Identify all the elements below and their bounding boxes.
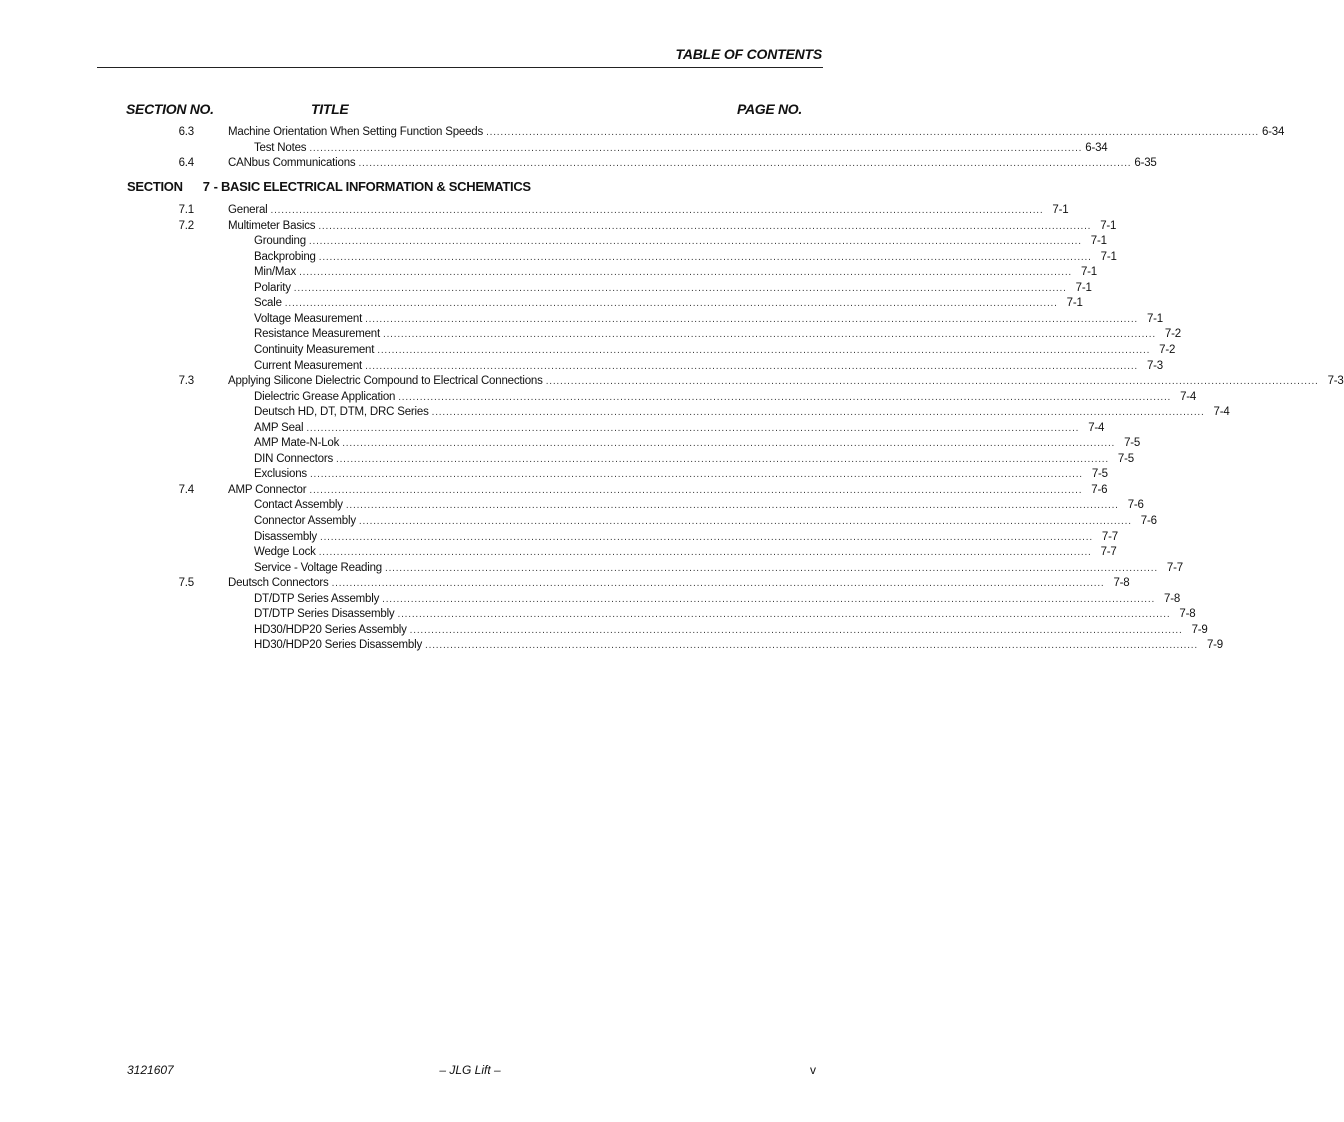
- toc-entry: [0, 326, 1181, 342]
- toc-entry-title: Machine Orientation When Setting Function Speeds: [228, 126, 484, 138]
- toc-entry-title: CANbus Communications: [228, 157, 356, 170]
- toc-entry-title: Current Measurement: [254, 359, 363, 372]
- toc-entry-line: [228, 155, 1157, 172]
- toc-entry-title: Applying Silicone Dielectric Compound to Electrical Connections: [228, 375, 543, 388]
- toc-leader-dots: ........................................................................................................................................................................................................................: [358, 516, 1132, 527]
- toc-leader-dots: ........................................................................................................................................................................................................................: [382, 593, 1156, 605]
- toc-entry-page: 7-4: [1180, 390, 1197, 403]
- toc-entry-line: [254, 404, 1230, 421]
- toc-entry: [0, 124, 1285, 140]
- toc-entry-title: HD30/HDP20 Series Disassembly: [254, 639, 423, 652]
- toc-entry: [0, 264, 1097, 280]
- toc-entry-title: Backprobing: [254, 250, 316, 263]
- toc-leader-dots: ........................................................................................................................................................................................................................: [486, 127, 1259, 138]
- toc-entry-line: [228, 124, 1285, 141]
- toc-entry: [0, 435, 1141, 451]
- toc-entry-number: 7.3: [178, 375, 194, 388]
- header-rule: [97, 67, 823, 68]
- toc-entry-page: 7-7: [1100, 546, 1117, 559]
- toc-entry-line: [254, 420, 1105, 437]
- toc-entry-line: [254, 466, 1108, 483]
- toc-entry-page: 7-7: [1101, 530, 1118, 543]
- toc-entry: [0, 606, 1196, 622]
- toc-entry: [0, 373, 1344, 389]
- section-heading: [127, 179, 531, 197]
- toc-leader-dots: ........................................................................................................................................................................................................................: [309, 484, 1083, 496]
- toc-entry-line: [254, 451, 1134, 468]
- toc-leader-dots: ........................................................................................................................................................................................................................: [309, 469, 1083, 481]
- toc-entry-title: DT/DTP Series Disassembly: [254, 608, 395, 621]
- toc-entry-page: 7-4: [1213, 406, 1230, 419]
- toc-entry-title: Contact Assembly: [254, 499, 343, 512]
- toc-entry-title: Test Notes: [254, 141, 307, 154]
- toc-entry-number: 7.4: [178, 483, 194, 496]
- toc-leader-dots: ........................................................................................................................................................................................................................: [342, 438, 1116, 450]
- toc-entry-page: 7-1: [1075, 281, 1092, 294]
- toc-entry-title: Multimeter Basics: [228, 219, 316, 232]
- toc-leader-dots: ........................................................................................................................................................................................................................: [365, 313, 1138, 325]
- toc-leader-dots: ........................................................................................................................................................................................................................: [377, 344, 1151, 356]
- toc-entry: [0, 280, 1092, 296]
- toc-entry-line: [254, 435, 1141, 452]
- page-header-title: TABLE OF CONTENTS: [675, 46, 822, 62]
- toc-entry-page: 7-6: [1127, 499, 1144, 512]
- toc-entry-page: 7-1: [1080, 266, 1097, 279]
- toc-entry: [0, 637, 1223, 653]
- toc-entry-line: [228, 218, 1117, 235]
- toc-entry-page: 7-3: [1146, 359, 1163, 372]
- toc-entry-title: DT/DTP Series Assembly: [254, 592, 380, 605]
- toc-entry-page: 6-34: [1261, 126, 1285, 138]
- toc-entry-line: [254, 637, 1223, 654]
- toc-entry-title: AMP Seal: [254, 421, 304, 434]
- toc-entry: [0, 513, 1157, 529]
- toc-entry-page: 6-35: [1134, 157, 1157, 170]
- toc-entry-line: [254, 622, 1208, 639]
- toc-entry-line: [228, 202, 1069, 219]
- toc-leader-dots: ........................................................................................................................................................................................................................: [309, 142, 1083, 154]
- toc-entry-number: 6.4: [178, 157, 194, 170]
- toc-entry: [0, 202, 1069, 218]
- section-heading-label: SECTION: [127, 179, 183, 194]
- toc-leader-dots: ........................................................................................................................................................................................................................: [318, 547, 1092, 559]
- toc-entry: [0, 466, 1108, 482]
- toc-entry-title: Deutsch HD, DT, DTM, DRC Series: [254, 406, 429, 419]
- toc-entry-page: 7-6: [1140, 515, 1157, 527]
- toc-leader-dots: ........................................................................................................................................................................................................................: [431, 407, 1205, 419]
- toc-entry-line: [254, 606, 1196, 623]
- toc-entry-title: Resistance Measurement: [254, 328, 380, 341]
- toc-entry-page: 7-5: [1117, 452, 1134, 465]
- toc-leader-dots: ........................................................................................................................................................................................................................: [318, 220, 1092, 232]
- toc-entry-page: 7-8: [1179, 608, 1196, 621]
- toc-entry: [0, 529, 1118, 545]
- toc-entry-number: 6.3: [178, 126, 194, 138]
- toc-entry-page: 7-2: [1159, 343, 1176, 356]
- toc-entry-title: Voltage Measurement: [254, 312, 363, 325]
- toc-entry-page: 7-2: [1164, 328, 1181, 341]
- toc-entry: [0, 420, 1105, 436]
- toc-entry-line: [228, 482, 1108, 499]
- toc-entry: [0, 451, 1134, 467]
- toc-entry: [0, 591, 1181, 607]
- toc-entry: [0, 342, 1176, 358]
- toc-entry-line: [254, 358, 1163, 375]
- toc-entry-line: [254, 249, 1117, 266]
- toc-entry-line: [254, 280, 1092, 297]
- document-number: 3121607: [127, 1063, 174, 1077]
- toc-entry-page: 6-34: [1085, 141, 1108, 154]
- toc-entry-page: 7-4: [1088, 421, 1105, 434]
- toc-entry-title: AMP Mate-N-Lok: [254, 437, 340, 450]
- toc-leader-dots: ........................................................................................................................................................................................................................: [308, 236, 1082, 248]
- toc-entry: [0, 358, 1163, 374]
- toc-entry-line: [254, 264, 1097, 281]
- toc-leader-dots: ........................................................................................................................................................................................................................: [284, 298, 1058, 310]
- toc-entry-title: Disassembly: [254, 530, 317, 543]
- toc-entry-page: 7-9: [1206, 639, 1223, 652]
- toc-entry-title: Min/Max: [254, 266, 297, 279]
- toc-leader-dots: ........................................................................................................................................................................................................................: [397, 609, 1171, 621]
- toc-entry-number: 7.1: [178, 204, 194, 216]
- toc-entry-line: [228, 575, 1130, 592]
- page-no-header: PAGE NO.: [736, 101, 802, 117]
- toc-entry: [0, 249, 1117, 265]
- toc-entry-line: [254, 544, 1117, 561]
- toc-entry-line: [254, 233, 1107, 250]
- toc-entry: [0, 497, 1144, 513]
- toc-entry-title: Polarity: [254, 281, 291, 294]
- toc-entry-line: [254, 295, 1083, 312]
- toc-entry-title: DIN Connectors: [254, 452, 334, 465]
- toc-leader-dots: ........................................................................................................................................................................................................................: [318, 251, 1092, 263]
- toc-leader-dots: ........................................................................................................................................................................................................................: [358, 158, 1132, 170]
- toc-entry: [0, 140, 1108, 156]
- toc-leader-dots: ........................................................................................................................................................................................................................: [293, 282, 1067, 294]
- toc-entry-page: 7-8: [1113, 577, 1130, 590]
- toc-entry-title: Grounding: [254, 235, 306, 248]
- section-no-header: SECTION NO.: [126, 101, 214, 117]
- toc-entry: [0, 482, 1108, 498]
- toc-entry-line: [254, 591, 1181, 608]
- toc-entry-page: 7-1: [1052, 204, 1069, 216]
- toc-entry: [0, 233, 1107, 249]
- toc-entry: [0, 575, 1130, 591]
- toc-entry-page: 7-7: [1166, 561, 1183, 574]
- page-footer: [0, 1063, 866, 1079]
- section-heading-title: - BASIC ELECTRICAL INFORMATION & SCHEMATICS: [213, 179, 531, 194]
- toc-leader-dots: ........................................................................................................................................................................................................................: [398, 391, 1172, 403]
- toc-leader-dots: ........................................................................................................................................................................................................................: [425, 640, 1198, 652]
- toc-entry-page: 7-8: [1164, 592, 1181, 605]
- toc-entry-title: Continuity Measurement: [254, 343, 375, 356]
- toc-entry-title: Wedge Lock: [254, 546, 316, 559]
- toc-entry-page: 7-5: [1091, 468, 1108, 481]
- toc-leader-dots: ........................................................................................................................................................................................................................: [306, 422, 1080, 434]
- toc-entry-title: HD30/HDP20 Series Assembly: [254, 623, 407, 636]
- toc-entry-number: 7.5: [178, 577, 194, 590]
- toc-entry-title: Deutsch Connectors: [228, 577, 329, 590]
- toc-leader-dots: ........................................................................................................................................................................................................................: [299, 267, 1072, 279]
- toc-entry-line: [254, 513, 1157, 530]
- toc-entry: [0, 544, 1117, 560]
- toc-leader-dots: ........................................................................................................................................................................................................................: [331, 578, 1105, 590]
- toc-entry-page: 7-9: [1191, 623, 1208, 636]
- toc-entry: [0, 622, 1208, 638]
- toc-leader-dots: ........................................................................................................................................................................................................................: [409, 624, 1183, 636]
- toc-entry-line: [254, 140, 1108, 157]
- toc-entry-line: [254, 560, 1183, 577]
- title-header: TITLE: [311, 101, 349, 117]
- toc-leader-dots: ........................................................................................................................................................................................................................: [384, 562, 1158, 574]
- toc-entry-title: Dielectric Grease Application: [254, 390, 396, 403]
- toc-entry: [0, 560, 1183, 576]
- toc-leader-dots: ........................................................................................................................................................................................................................: [270, 205, 1044, 216]
- toc-entry-page: 7-1: [1100, 250, 1117, 263]
- toc-entry-line: [254, 529, 1118, 546]
- toc-entry-title: Exclusions: [254, 468, 307, 481]
- toc-leader-dots: ........................................................................................................................................................................................................................: [545, 376, 1319, 388]
- footer-brand: – JLG Lift –: [439, 1063, 501, 1077]
- toc-entry-title: Scale: [254, 297, 282, 310]
- toc-entry: [0, 218, 1117, 234]
- toc-entry: [0, 389, 1197, 405]
- toc-leader-dots: ........................................................................................................................................................................................................................: [365, 360, 1138, 372]
- toc-entry-page: 7-1: [1066, 297, 1083, 310]
- section-heading-number: 7: [202, 179, 210, 194]
- toc-entry: [0, 404, 1230, 420]
- toc-entry: [0, 311, 1163, 327]
- toc-leader-dots: ........................................................................................................................................................................................................................: [383, 329, 1156, 341]
- toc-entry: [0, 155, 1157, 171]
- toc-entry-title: Connector Assembly: [254, 515, 356, 527]
- toc-entry-number: 7.2: [178, 219, 194, 232]
- toc-leader-dots: ........................................................................................................................................................................................................................: [345, 500, 1119, 512]
- toc-entry-line: [254, 389, 1197, 406]
- toc-entry-title: AMP Connector: [228, 483, 307, 496]
- toc-entry-page: 7-5: [1124, 437, 1141, 450]
- toc-entry-page: 7-1: [1090, 235, 1107, 248]
- toc-entry-title: General: [228, 204, 268, 216]
- toc-entry-line: [254, 342, 1176, 359]
- page-number: v: [810, 1063, 816, 1077]
- toc-entry-line: [254, 326, 1181, 343]
- toc-entry-page: 7-1: [1146, 312, 1163, 325]
- toc-entry-page: 7-3: [1327, 375, 1344, 388]
- toc-entry: [0, 295, 1083, 311]
- toc-entry-line: [254, 311, 1163, 328]
- toc-leader-dots: ........................................................................................................................................................................................................................: [336, 453, 1109, 465]
- toc-entry-page: 7-1: [1100, 219, 1117, 232]
- toc-entry-line: [228, 373, 1344, 390]
- toc-entry-page: 7-6: [1091, 483, 1108, 496]
- column-headers: [0, 101, 866, 119]
- toc-entry-line: [254, 497, 1144, 514]
- toc-entry-title: Service - Voltage Reading: [254, 561, 382, 574]
- toc-leader-dots: ........................................................................................................................................................................................................................: [319, 531, 1093, 543]
